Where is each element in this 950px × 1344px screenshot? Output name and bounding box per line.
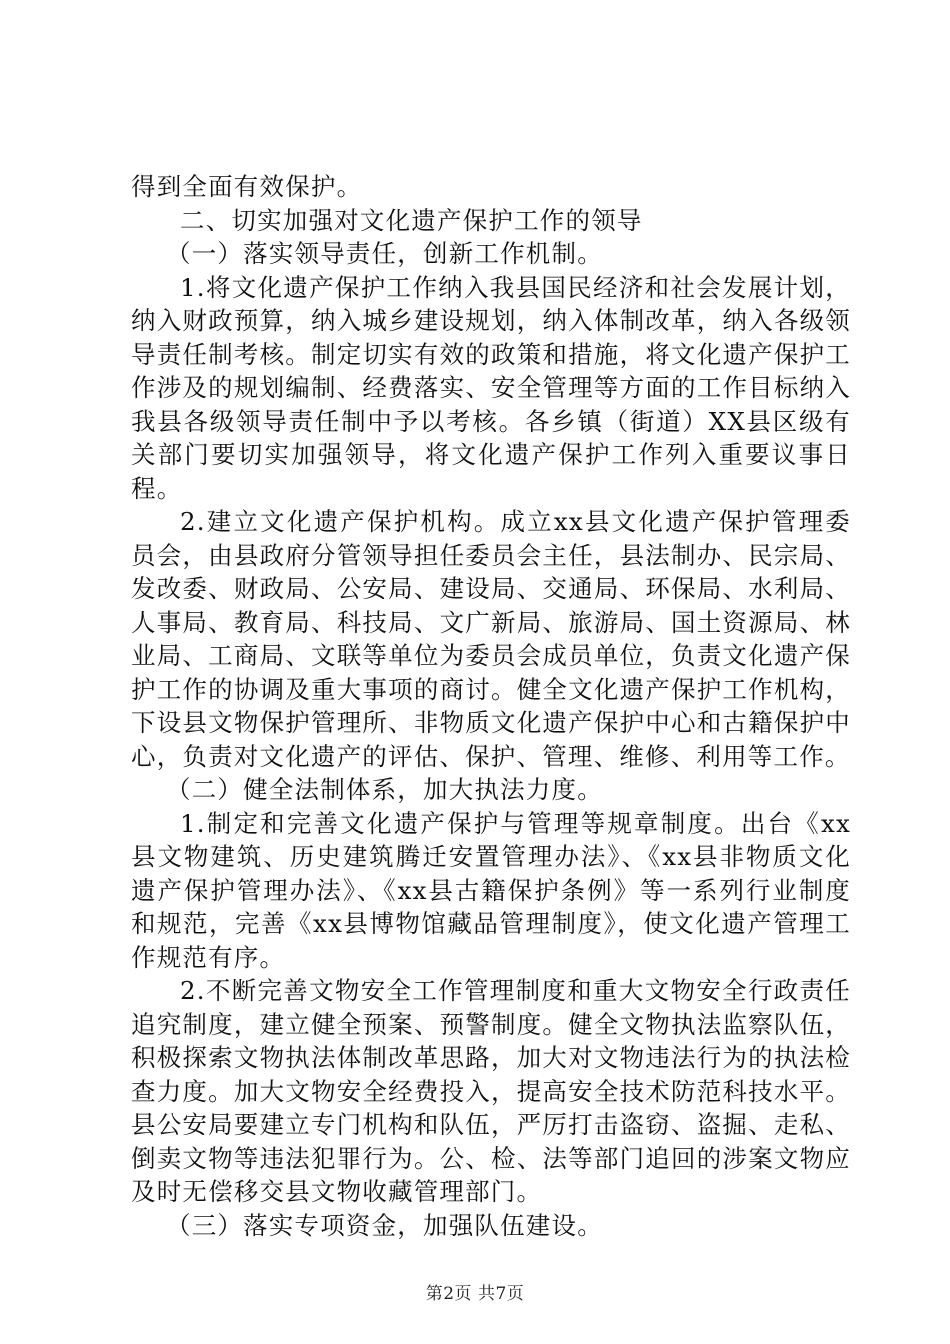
section-heading-2: 二、切实加强对文化遗产保护工作的领导	[180, 205, 643, 235]
document-body	[131, 170, 851, 1242]
subsection-heading-2: （二）健全法制体系，加大执法力度。	[166, 775, 603, 804]
paragraph-item-1-1: 1.将文化遗产保护工作纳入我县国民经济和社会发展计划，纳入财政预算，纳入城乡建设规划，纳入体制改革，纳入各级领导责任制考核。制定切实有效的政策和措施，将文化遗产保护工作涉及的规划编制、经费落实、安全管理等方面的工作目标纳入我县各级领导责任制中予以考核。各乡镇（街道）XX县区级有关部门要切实加强领导，将文化遗产保护工作列入重要议事日程。	[131, 272, 851, 503]
paragraph-item-1-2: 2.建立文化遗产保护机构。成立xx县文化遗产保护管理委员会，由县政府分管领导担任委员会主任，县法制办、民宗局、发改委、财政局、公安局、建设局、交通局、环保局、水利局、人事局、教育局、科技局、文广新局、旅游局、国土资源局、林业局、工商局、文联等单位为委员会成员单位，负责文化遗产保护工作的协调及重大事项的商讨。健全文化遗产保护工作机构，下设县文物保护管理所、非物质文化遗产保护中心和古籍保护中心，负责对文化遗产的评估、保护、管理、维修、利用等工作。	[131, 507, 851, 771]
paragraph-continuation: 得到全面有效保护。	[131, 172, 363, 201]
page-number-footer: 第2页 共7页	[425, 1284, 525, 1304]
subsection-heading-3: （三）落实专项资金，加强队伍建设。	[166, 1210, 603, 1240]
paragraph-item-2-2: 2.不断完善文物安全工作管理制度和重大文物安全行政责任追究制度，建立健全预案、预警制度。健全文物执法监察队伍，积极探索文物执法体制改革思路，加大对文物违法行为的执法检查力度。加大文物安全经费投入，提高安全技术防范科技水平。县公安局要建立专门机构和队伍，严厉打击盗窃、盗掘、走私、倒卖文物等违法犯罪行为。公、检、法等部门追回的涉案文物应及时无偿移交县文物收藏管理部门。	[131, 976, 851, 1206]
subsection-heading-1: （一）落实领导责任，创新工作机制。	[166, 239, 603, 268]
paragraph-item-2-1: 1.制定和完善文化遗产保护与管理等规章制度。出台《xx县文物建筑、历史建筑腾迁安置管理办法》、《xx县非物质文化遗产保护管理办法》、《xx县古籍保护条例》等一系列行业制度和规范，完善《xx县博物馆藏品管理制度》，使文化遗产管理工作规范有序。	[131, 808, 851, 972]
